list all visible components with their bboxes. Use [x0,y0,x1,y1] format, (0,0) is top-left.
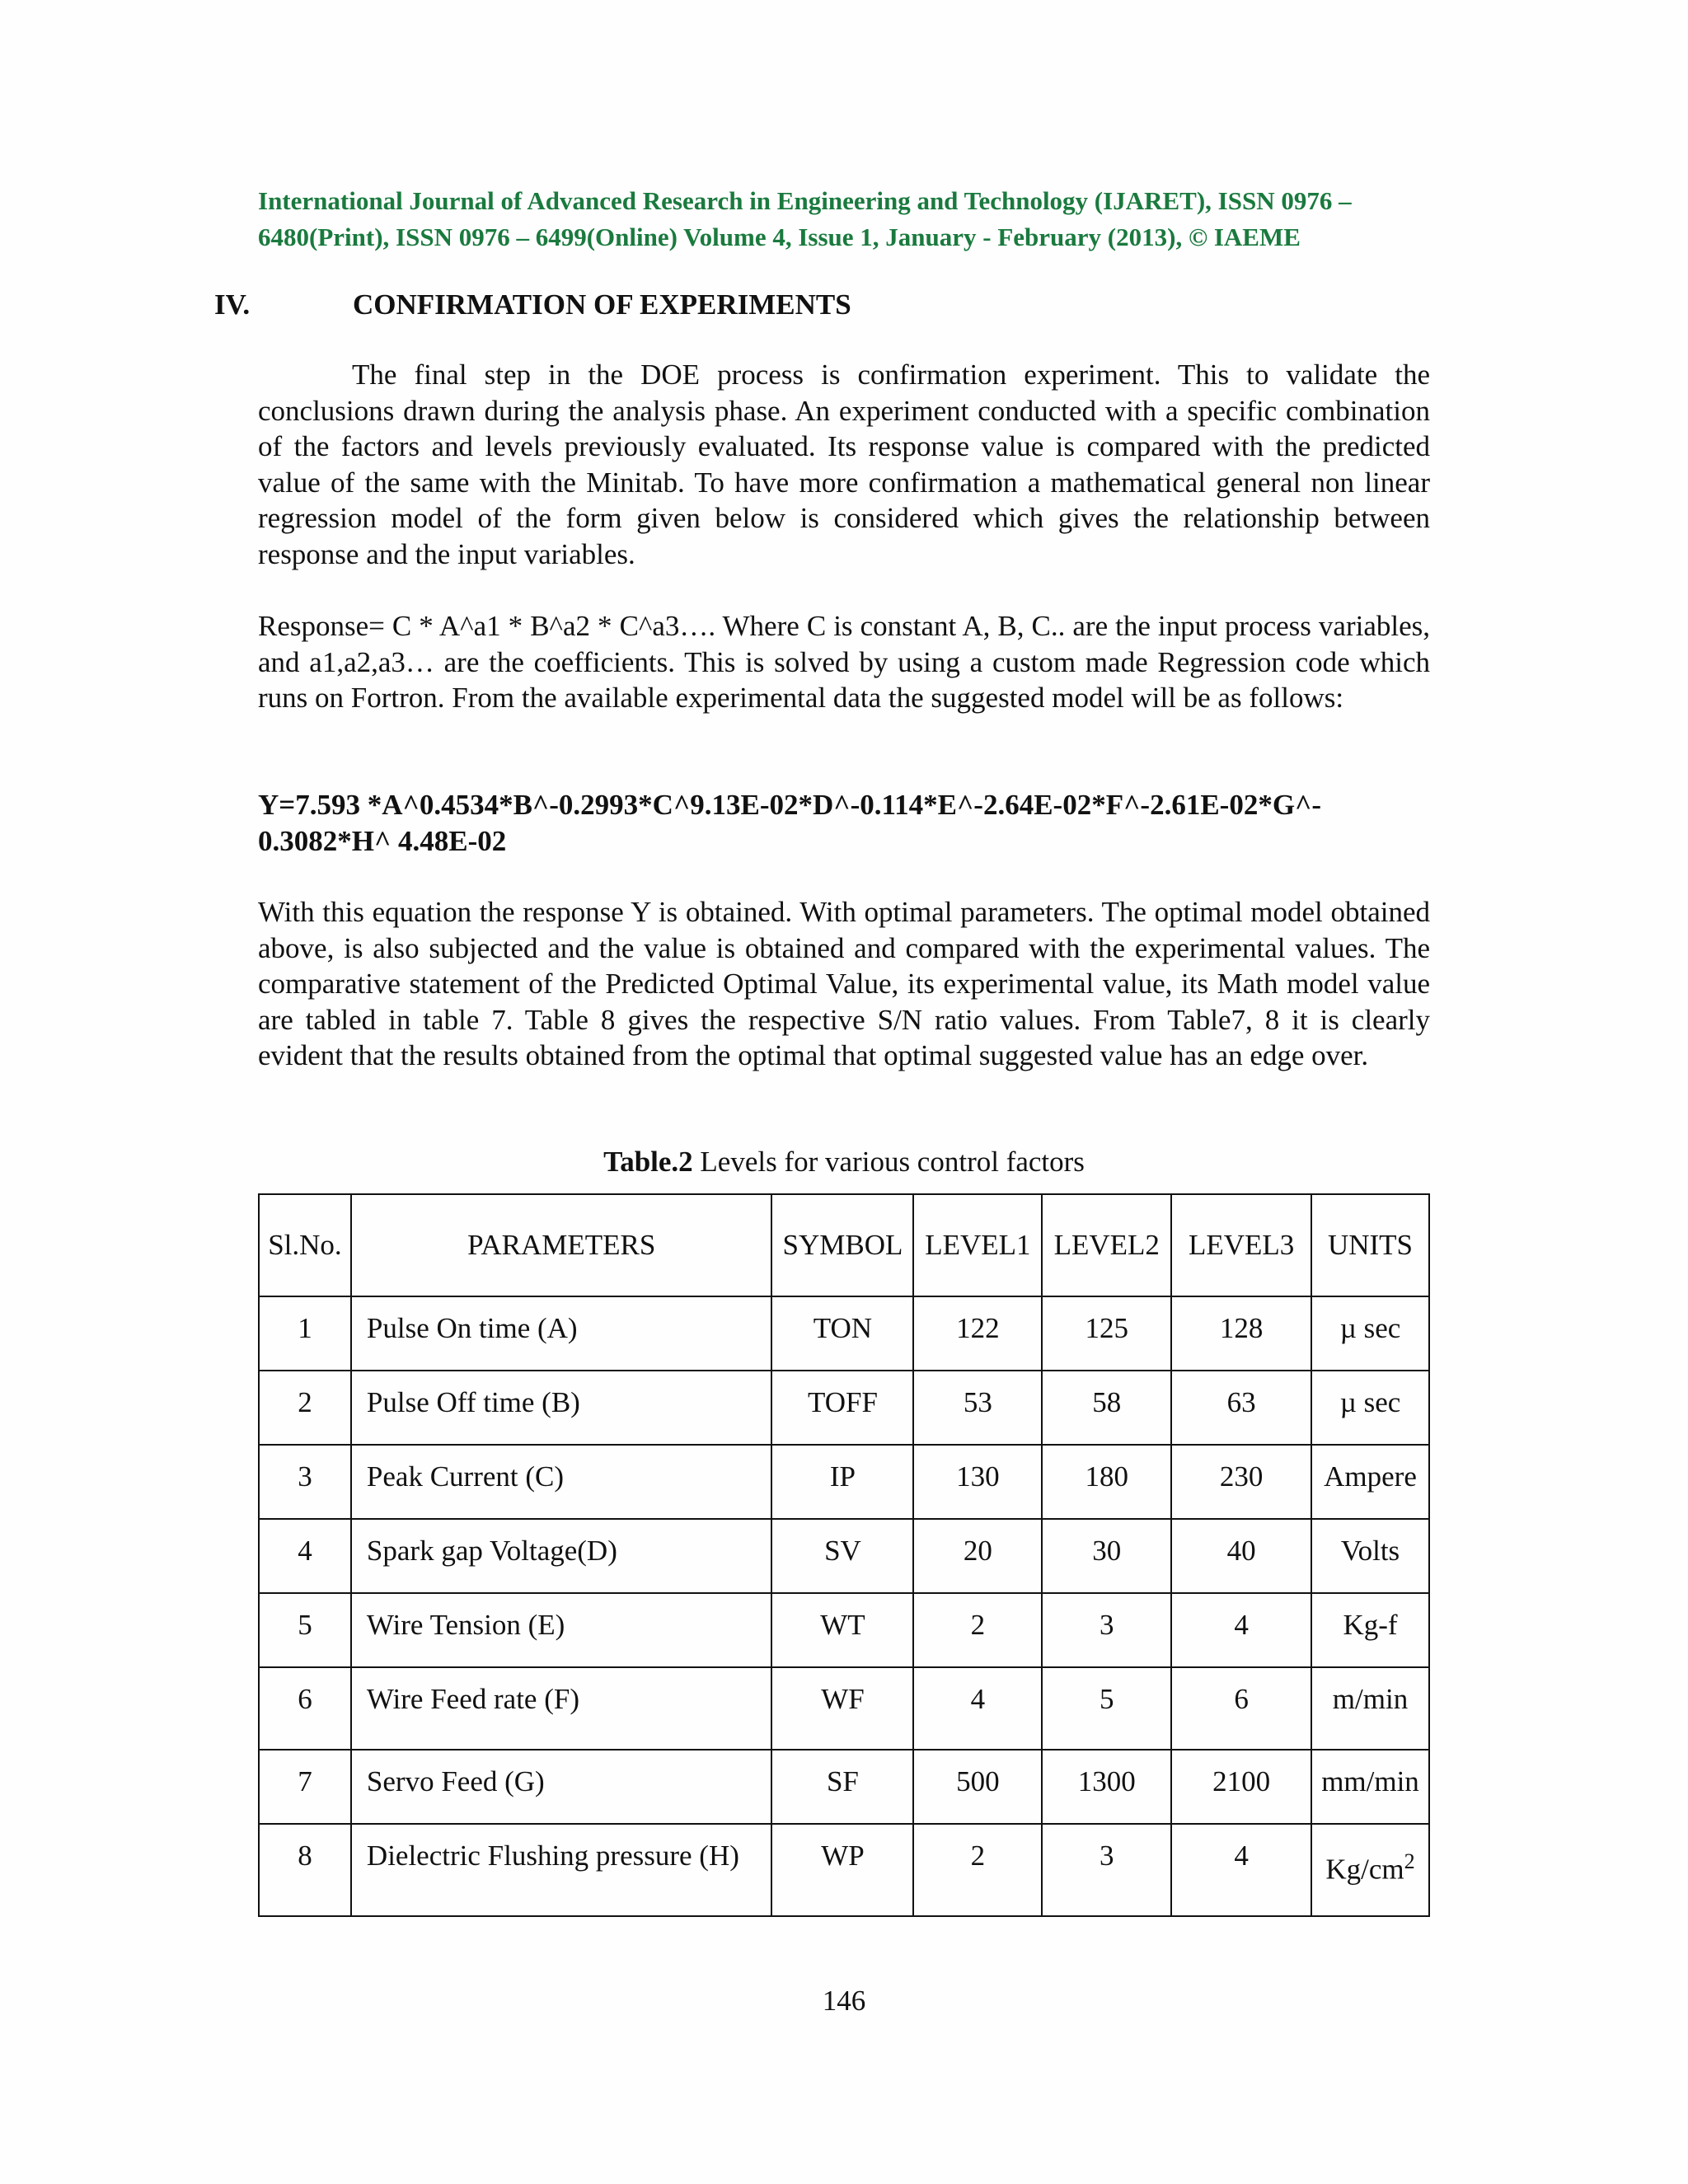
header-parameters: PARAMETERS [351,1194,772,1296]
cell-units [1311,1824,1429,1916]
cell-level1: 53 [913,1371,1042,1445]
paragraph-intro: The final step in the DOE process is confirmation experiment. This to validate the conclusions drawn during the analysis phase. An experiment conducted with a specific combination of the factors and levels previously evaluated. Its response value is compared with the predicted value of the same with the Minitab. To have more confirmation a mathematical general non linear regression model of the form given below is considered which gives the relationship between response and the input variables. [258,359,1430,570]
cell-parameter: Wire Feed rate (F) [351,1667,772,1750]
cell-parameter: Pulse Off time (B) [351,1371,772,1445]
unit-text: Kg/cm [1325,1853,1404,1886]
cell-symbol: WF [771,1667,913,1750]
cell-symbol: SV [771,1519,913,1593]
cell-units: Kg-f [1311,1593,1429,1667]
cell-symbol: WP [771,1824,913,1916]
table-row [259,1750,1429,1824]
journal-header [258,183,1430,255]
table-row [259,1593,1429,1667]
cell-parameter: Pulse On time (A) [351,1296,772,1371]
cell-level1: 4 [913,1667,1042,1750]
cell-parameter: Dielectric Flushing pressure (H) [351,1824,772,1916]
cell-level2: 58 [1042,1371,1171,1445]
cell-slno: 5 [259,1593,351,1667]
cell-slno: 2 [259,1371,351,1445]
header-level2: LEVEL2 [1042,1194,1171,1296]
cell-level1: 2 [913,1824,1042,1916]
cell-level2: 3 [1042,1824,1171,1916]
table-caption-label: Table.2 [603,1146,693,1178]
header-units: UNITS [1311,1194,1429,1296]
cell-level1: 500 [913,1750,1042,1824]
table-header-row [259,1194,1429,1296]
cell-slno: 7 [259,1750,351,1824]
cell-symbol: WT [771,1593,913,1667]
cell-symbol: SF [771,1750,913,1824]
cell-units: Ampere [1311,1445,1429,1519]
cell-slno: 8 [259,1824,351,1916]
header-level1: LEVEL1 [913,1194,1042,1296]
cell-units: Volts [1311,1519,1429,1593]
table-row [259,1667,1429,1750]
page-number: 146 [822,1985,866,2017]
cell-level2: 30 [1042,1519,1171,1593]
cell-level3: 4 [1171,1824,1311,1916]
table-row [259,1824,1429,1916]
cell-level2: 180 [1042,1445,1171,1519]
table-row [259,1371,1429,1445]
equation-line2: 0.3082*H^ 4.48E-02 [258,824,507,857]
cell-symbol: TON [771,1296,913,1371]
section-heading [214,287,851,323]
cell-level1: 130 [913,1445,1042,1519]
control-factor-levels-table [258,1193,1430,1917]
header-symbol: SYMBOL [771,1194,913,1296]
cell-level3: 6 [1171,1667,1311,1750]
cell-parameter: Peak Current (C) [351,1445,772,1519]
cell-slno: 6 [259,1667,351,1750]
paragraph-response-model: Response= C * A^a1 * B^a2 * C^a3…. Where C is constant A, B, C.. are the input process variables, and a1,a2,a3… are the coefficients. This is solved by using a custom made Regression code which runs on Fortron. From the available experimental data the suggested model will be as follows: [258,610,1430,714]
cell-level1: 2 [913,1593,1042,1667]
table-row [259,1296,1429,1371]
cell-level3: 128 [1171,1296,1311,1371]
cell-symbol: TOFF [771,1371,913,1445]
cell-units: m/min [1311,1667,1429,1750]
cell-level3: 40 [1171,1519,1311,1593]
cell-level1: 20 [913,1519,1042,1593]
cell-level3: 230 [1171,1445,1311,1519]
regression-equation [258,787,1430,859]
table-row [259,1445,1429,1519]
equation-line1: Y=7.593 *A^0.4534*B^-0.2993*C^9.13E-02*D^-0.114*E^-2.64E-02*F^-2.61E-02*G^- [258,789,1322,821]
cell-symbol: IP [771,1445,913,1519]
section-title: CONFIRMATION OF EXPERIMENTS [353,288,851,321]
cell-level3: 2100 [1171,1750,1311,1824]
cell-slno: 4 [259,1519,351,1593]
cell-level3: 4 [1171,1593,1311,1667]
cell-parameter: Spark gap Voltage(D) [351,1519,772,1593]
cell-units: µ sec [1311,1296,1429,1371]
cell-parameter: Wire Tension (E) [351,1593,772,1667]
cell-level2: 1300 [1042,1750,1171,1824]
journal-header-line1: International Journal of Advanced Research in Engineering and Technology (IJARET), ISSN 0976 – [258,186,1352,215]
cell-parameter: Servo Feed (G) [351,1750,772,1824]
section-number: IV. [214,288,251,321]
header-slno: Sl.No. [259,1194,351,1296]
cell-level3: 63 [1171,1371,1311,1445]
table-caption-text: Levels for various control factors [692,1146,1085,1178]
cell-units: µ sec [1311,1371,1429,1445]
cell-level2: 3 [1042,1593,1171,1667]
paragraph-results: With this equation the response Y is obtained. With optimal parameters. The optimal model obtained above, is also subjected and the value is obtained and compared with the experimental values. The comparative statement of the Predicted Optimal Value, its experimental value, its Math model value are tabled in table 7. Table 8 gives the respective S/N ratio values. From Table7, 8 it is clearly evident that the results obtained from the optimal that optimal suggested value has an edge over. [258,896,1430,1071]
table-caption [258,1144,1430,1180]
unit-superscript: 2 [1404,1849,1415,1873]
header-level3: LEVEL3 [1171,1194,1311,1296]
cell-level2: 125 [1042,1296,1171,1371]
cell-slno: 3 [259,1445,351,1519]
cell-level1: 122 [913,1296,1042,1371]
table-row [259,1519,1429,1593]
cell-slno: 1 [259,1296,351,1371]
cell-level2: 5 [1042,1667,1171,1750]
journal-header-line2: 6480(Print), ISSN 0976 – 6499(Online) Volume 4, Issue 1, January - February (2013), © IAEME [258,223,1301,251]
cell-units: mm/min [1311,1750,1429,1824]
